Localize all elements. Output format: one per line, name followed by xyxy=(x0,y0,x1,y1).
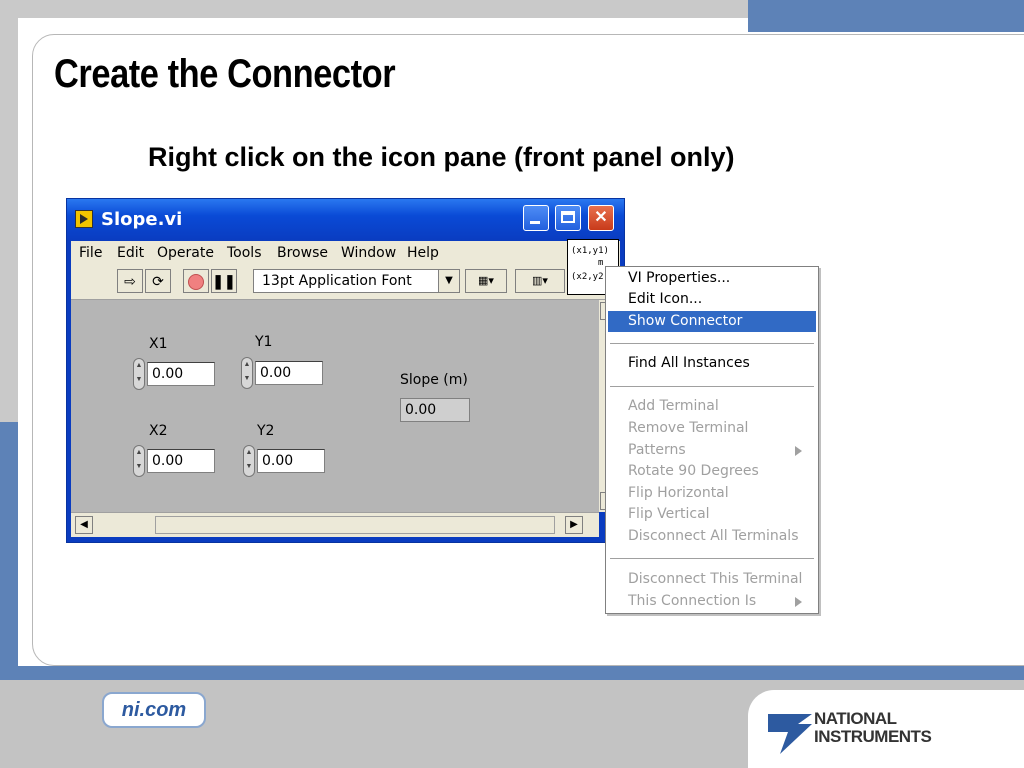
connector-pane-line2: m xyxy=(598,258,604,268)
menu-flip-horizontal[interactable]: Flip Horizontal xyxy=(628,485,729,501)
left-band xyxy=(0,18,18,422)
font-select[interactable] xyxy=(253,269,460,293)
connector-pane-line1: (x1,y1) xyxy=(571,246,609,256)
ni-eagle-logo-icon xyxy=(768,710,812,754)
toolbar xyxy=(71,265,620,300)
vi-window xyxy=(66,198,625,543)
y1-input[interactable]: 0.00 xyxy=(255,361,323,385)
menu-flip-vertical[interactable]: Flip Vertical xyxy=(628,506,710,522)
menu-help[interactable]: Help xyxy=(407,245,439,261)
slope-indicator: 0.00 xyxy=(400,398,470,422)
menu-separator xyxy=(610,343,814,344)
font-select-value: 13pt Application Font xyxy=(262,273,412,289)
header-accent-band xyxy=(748,0,1024,32)
menu-separator xyxy=(610,558,814,559)
distribute-objects-icon[interactable]: ▥▾ xyxy=(515,269,565,293)
align-objects-icon[interactable]: ▦▾ xyxy=(465,269,507,293)
submenu-arrow-icon xyxy=(795,446,802,456)
ni-logo-text xyxy=(814,710,931,746)
menu-file[interactable]: File xyxy=(79,245,103,261)
slope-label: Slope (m) xyxy=(400,372,468,388)
x2-spinner[interactable]: ▲ ▼ xyxy=(133,445,145,477)
x2-input[interactable]: 0.00 xyxy=(147,449,215,473)
menu-find-all-instances[interactable]: Find All Instances xyxy=(628,355,750,371)
run-arrow-icon[interactable]: ⇨ xyxy=(117,269,143,293)
front-panel[interactable] xyxy=(71,300,599,512)
website-badge: ni.com xyxy=(102,692,206,728)
menu-separator xyxy=(610,386,814,387)
menu-remove-terminal[interactable]: Remove Terminal xyxy=(628,420,749,436)
labview-vi-icon xyxy=(75,210,93,228)
context-menu xyxy=(605,266,819,614)
menu-this-connection-is[interactable]: This Connection Is xyxy=(608,591,816,612)
window-title: Slope.vi xyxy=(101,209,183,230)
run-continuously-icon[interactable]: ⟳ xyxy=(145,269,171,293)
menu-edit[interactable]: Edit xyxy=(117,245,145,261)
y2-label: Y2 xyxy=(257,423,275,439)
header-band xyxy=(0,0,748,18)
menu-vi-properties[interactable]: VI Properties... xyxy=(628,270,731,286)
pause-icon[interactable]: ❚❚ xyxy=(211,269,237,293)
close-button[interactable]: ✕ xyxy=(588,205,614,231)
menu-tools[interactable]: Tools xyxy=(227,245,262,261)
x2-label: X2 xyxy=(149,423,168,439)
menu-edit-icon[interactable]: Edit Icon... xyxy=(628,291,703,307)
horizontal-scrollbar[interactable] xyxy=(71,512,599,537)
menu-window[interactable]: Window xyxy=(341,245,397,261)
scroll-right-icon[interactable]: ▶ xyxy=(565,516,583,534)
maximize-button[interactable] xyxy=(555,205,581,231)
x1-spinner[interactable]: ▲ ▼ xyxy=(133,358,145,390)
menu-disconnect-all-terminals[interactable]: Disconnect All Terminals xyxy=(628,528,799,544)
chevron-down-icon[interactable]: ▼ xyxy=(438,270,459,292)
menu-browse[interactable]: Browse xyxy=(277,245,328,261)
footer-accent-band xyxy=(0,666,1024,680)
slide-subtitle: Right click on the icon pane (front panel only) xyxy=(148,142,735,172)
menu-operate[interactable]: Operate xyxy=(157,245,214,261)
x1-label: X1 xyxy=(149,336,168,352)
minimize-button[interactable] xyxy=(523,205,549,231)
scroll-left-icon[interactable]: ◀ xyxy=(75,516,93,534)
connector-pane-line3: (x2,y2 xyxy=(571,272,604,282)
horizontal-scroll-thumb[interactable] xyxy=(155,516,555,534)
left-accent-band xyxy=(0,422,18,680)
menu-show-connector[interactable]: Show Connector xyxy=(608,311,816,332)
y1-spinner[interactable]: ▲ ▼ xyxy=(241,357,253,389)
x1-input[interactable]: 0.00 xyxy=(147,362,215,386)
window-titlebar[interactable] xyxy=(67,199,624,241)
menu-bar xyxy=(71,241,620,265)
abort-icon[interactable] xyxy=(183,269,209,293)
y2-spinner[interactable]: ▲ ▼ xyxy=(243,445,255,477)
y2-input[interactable]: 0.00 xyxy=(257,449,325,473)
logo-line1: NATIONAL xyxy=(814,709,897,728)
slide-title: Create the Connector xyxy=(54,52,396,96)
menu-disconnect-this-terminal[interactable]: Disconnect This Terminal xyxy=(628,571,803,587)
submenu-arrow-icon xyxy=(795,597,802,607)
menu-rotate-90[interactable]: Rotate 90 Degrees xyxy=(628,463,759,479)
y1-label: Y1 xyxy=(255,334,273,350)
logo-line2: INSTRUMENTS xyxy=(814,727,932,746)
menu-add-terminal[interactable]: Add Terminal xyxy=(628,398,719,414)
menu-patterns[interactable]: Patterns xyxy=(608,440,816,461)
